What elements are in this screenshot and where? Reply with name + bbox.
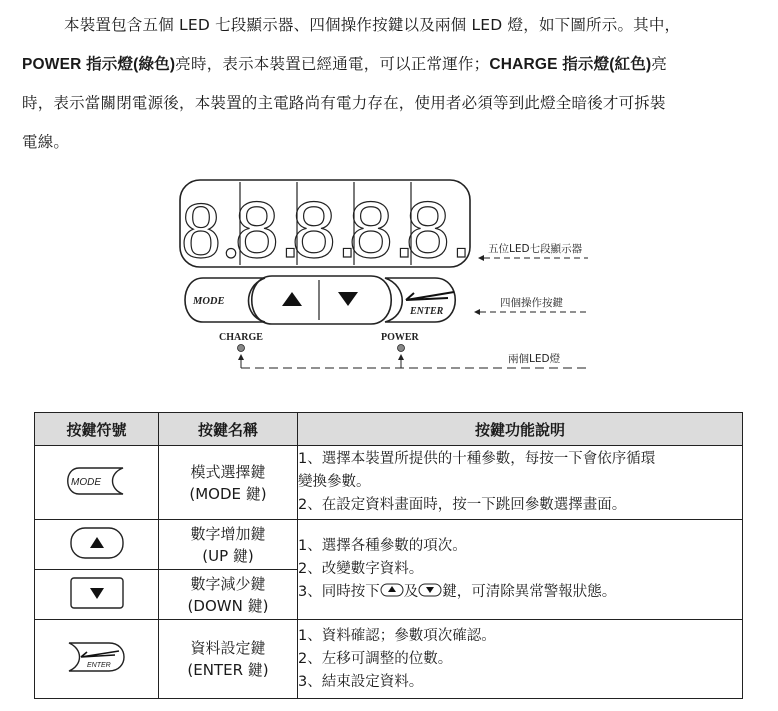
down-key-symbol-cell xyxy=(35,570,159,620)
down-key-icon xyxy=(69,576,125,610)
header-key-symbol: 按鍵符號 xyxy=(35,413,159,446)
table-row-mode xyxy=(35,446,743,520)
inline-up-icon xyxy=(380,583,404,597)
intro-paragraph xyxy=(22,6,762,162)
down-key-name-cell xyxy=(159,570,298,620)
down-key-name: 數字減少鍵 xyxy=(190,574,266,593)
header-key-name: 按鍵名稱 xyxy=(159,413,298,446)
updown-desc-line: 2、改變數字資料。 xyxy=(298,561,424,577)
enter-key-name-en: (ENTER 鍵) xyxy=(187,661,269,679)
key-function-table xyxy=(34,412,743,699)
mode-desc-line: 1、選擇本裝置所提供的十種參數，每按一下會依序循環 xyxy=(298,451,656,467)
leds-callout-label: 兩個LED燈 xyxy=(508,353,561,365)
enter-key-icon xyxy=(65,640,129,674)
mode-desc-line: 變換參數。 xyxy=(298,474,371,490)
power-indicator-text: POWER 指示燈(綠色) xyxy=(22,56,176,73)
header-key-function: 按鍵功能說明 xyxy=(298,413,743,446)
intro-line-2-mid: 亮時，表示本裝置已經通電，可以正常運作； xyxy=(175,55,490,73)
panel-diagram xyxy=(0,170,778,385)
enter-key-desc-cell xyxy=(298,620,743,699)
table-row-up xyxy=(35,520,743,570)
svg-text:8.: 8. xyxy=(348,185,416,274)
intro-line-2-end: 亮 xyxy=(651,55,668,73)
updown-desc-line xyxy=(298,581,742,604)
enter-key-arrow-icon xyxy=(406,292,454,300)
mode-key-icon xyxy=(65,465,129,497)
enter-key-name: 資料設定鍵 xyxy=(190,639,266,657)
svg-text:MODE: MODE xyxy=(70,476,101,488)
updown-desc-3b: 及 xyxy=(403,584,419,600)
mode-key-symbol-cell xyxy=(35,446,159,520)
display-callout-label: 五位LED七段顯示器 xyxy=(488,243,583,255)
mode-key-name-en: (MODE 鍵) xyxy=(189,484,267,503)
updown-key-frame xyxy=(252,276,392,324)
mode-key-name: 模式選擇鍵 xyxy=(190,462,266,481)
mode-key-name-cell xyxy=(159,446,298,520)
up-key-icon xyxy=(69,526,125,560)
charge-indicator-text: CHARGE 指示燈(紅色) xyxy=(489,56,652,73)
enter-key-name-cell xyxy=(159,620,298,699)
table-header-row xyxy=(35,413,743,446)
svg-text:8.: 8. xyxy=(181,187,241,275)
svg-text:8.: 8. xyxy=(405,185,473,274)
enter-key-symbol-cell xyxy=(35,620,159,699)
mode-desc-line: 2、在設定資料畫面時，按一下跳回參數選擇畫面。 xyxy=(298,497,627,513)
keys-callout-label: 四個操作按鍵 xyxy=(500,297,563,309)
updown-key-desc-cell xyxy=(298,520,743,620)
enter-desc-line: 3、結束設定資料。 xyxy=(298,673,424,690)
table-row-enter xyxy=(35,620,743,699)
mode-key-desc-cell xyxy=(298,446,743,520)
svg-text:ENTER: ENTER xyxy=(86,662,111,669)
intro-line-2 xyxy=(22,45,762,84)
power-led xyxy=(398,345,405,352)
updown-desc-3c: 鍵，可清除異常警報狀態。 xyxy=(442,584,617,600)
up-key[interactable] xyxy=(282,292,302,306)
intro-line-3: 時，表示當關閉電源後，本裝置的主電路尚有電力存在，使用者必須等到此燈全暗後才可拆裝 xyxy=(22,94,666,112)
keys-callout-arrow xyxy=(474,309,480,315)
updown-desc-line: 1、選擇各種參數的項次。 xyxy=(298,538,467,554)
enter-key-label: ENTER xyxy=(410,306,444,317)
display-callout-arrow xyxy=(478,255,484,261)
svg-text:8.: 8. xyxy=(234,185,302,274)
updown-desc-3a: 3、同時按下 xyxy=(298,584,380,600)
svg-text:8.: 8. xyxy=(291,185,359,274)
up-key-name-cell xyxy=(159,520,298,570)
enter-desc-line: 2、左移可調整的位數。 xyxy=(298,650,453,667)
down-key-name-en: (DOWN 鍵) xyxy=(187,596,269,615)
up-key-name: 數字增加鍵 xyxy=(190,524,266,543)
display-digit-1 xyxy=(181,187,241,275)
display-digit-5 xyxy=(406,185,473,274)
down-key[interactable] xyxy=(338,292,358,306)
intro-line-4: 電線。 xyxy=(22,133,70,151)
power-led-label: POWER xyxy=(381,332,419,343)
up-key-symbol-cell xyxy=(35,520,159,570)
charge-led xyxy=(238,345,245,352)
up-key-name-en: (UP 鍵) xyxy=(202,546,254,565)
mode-key-label: MODE xyxy=(193,296,225,307)
intro-line-1: 本裝置包含五個 LED 七段顯示器、四個操作按鍵以及兩個 LED 燈，如下圖所示。其中， xyxy=(64,16,681,34)
inline-down-icon xyxy=(418,583,442,597)
charge-led-label: CHARGE xyxy=(219,332,263,343)
enter-desc-line: 1、資料確認；參數項次確認。 xyxy=(298,627,496,644)
